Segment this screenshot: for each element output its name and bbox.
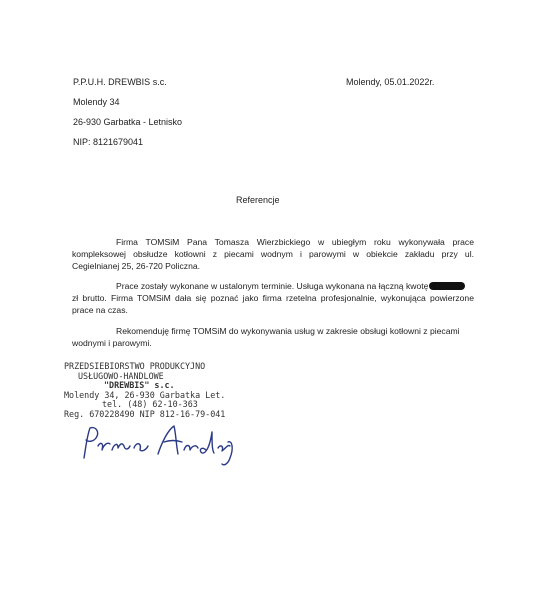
paragraph-3-line-1: Rekomenduję firmę TOMSiM do wykonywania usług w zakresie obsługi kotłowni z piecami [116,326,460,336]
signature-drawing [78,420,238,470]
redaction-bar [429,282,465,290]
stamp-line-6: Reg. 670228490 NIP 812-16-79-041 [64,408,226,419]
company-stamp [64,362,225,419]
paragraph-1-line-2: kompleksowej obsłudze kotłowni z piecami wodnym i parowymi w obiekcie zakładu przy ul. [72,249,474,259]
paragraph-3-line-2: wodnymi i parowymi. [72,338,152,348]
paragraph-2-line-2: zł brutto. Firma TOMSiM dała się poznać jako firma rzetelna profesjonalnie, wykonująca powierzone [72,293,474,303]
stamp-line-1: PRZEDSIEBIORSTWO PRODUKCYJNO [64,361,206,371]
sender-city: 26-930 Garbatka - Letnisko [73,117,183,127]
place-date: Molendy, 05.01.2022r. [346,77,435,87]
handwritten-signature [78,420,238,475]
sender-street: Molendy 34 [73,97,120,107]
stamp-line-3: "DREWBIS" s.c. [104,380,175,390]
paragraph-1-line-3: Cegielnianej 25, 26-720 Policzna. [72,261,201,271]
paragraph-1-line-1: Firma TOMSiM Pana Tomasza Wierzbickiego w ubiegłym roku wykonywała prace [116,237,474,247]
paragraph-2-line-1: Prace zostały wykonane w ustalonym terminie. Usługa wykonana na łączną kwotę [116,281,429,291]
paragraph-2 [72,280,474,316]
stamp-line-5: tel. (48) 62-10-363 [102,399,198,409]
sender-nip: NIP: 8121679041 [73,137,144,147]
paragraph-1 [72,236,474,272]
stamp-line-2: USŁUGOWO-HANDLOWE [78,370,164,381]
paragraph-3 [72,325,474,349]
paragraph-2-line-1-wrap [72,280,474,292]
stamp-line-4: Molendy 34, 26-930 Garbatka Let. [64,389,226,400]
paragraph-2-line-3: prace na czas. [72,305,128,315]
letter-title: Referencje [236,195,280,205]
sender-company: P.P.U.H. DREWBIS s.c. [73,77,167,87]
